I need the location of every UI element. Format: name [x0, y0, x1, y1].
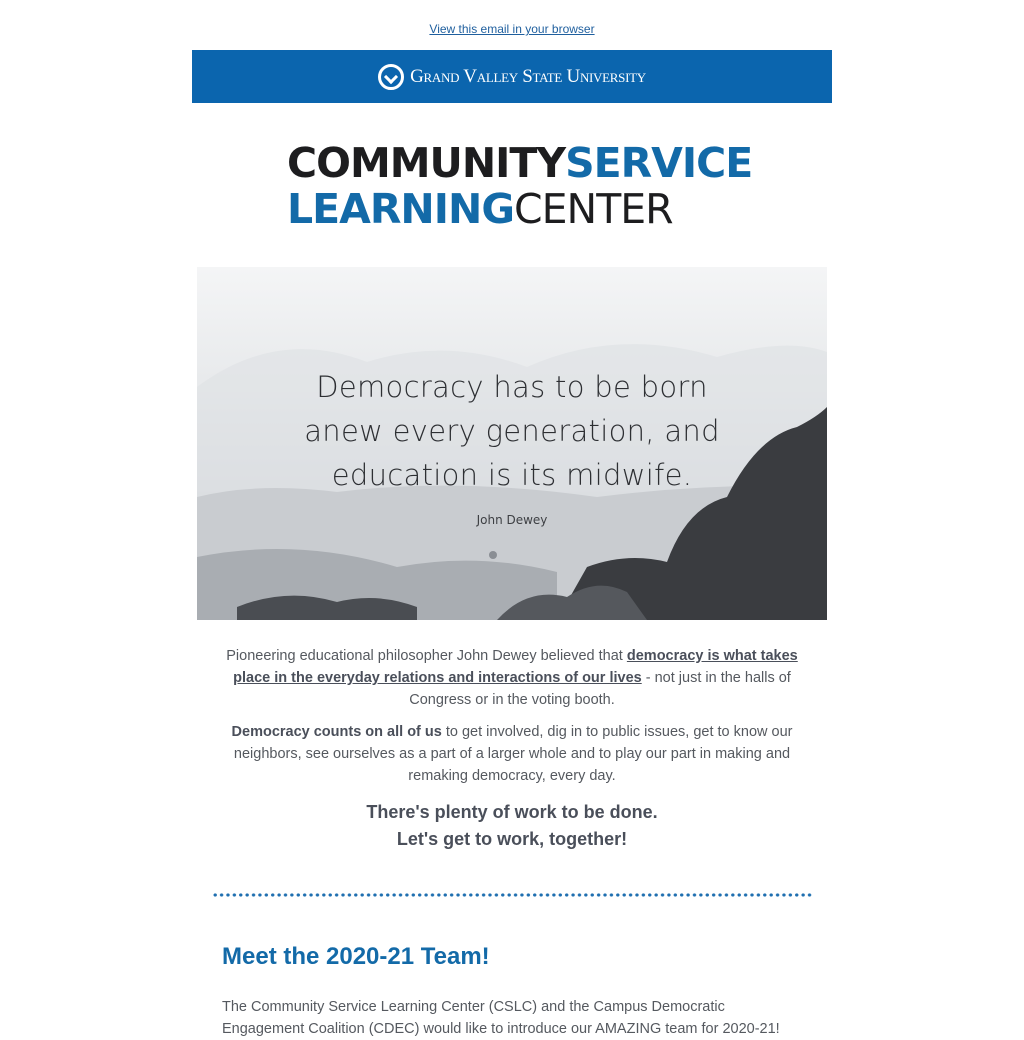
quote-text — [197, 365, 827, 497]
intro-paragraph-2 — [222, 721, 802, 787]
team-intro-text: The Community Service Learning Center (CSLC) and the Campus Democratic Engagement Coalition (CDEC) would like to introduce our AMAZING team for 2020-21! — [222, 999, 780, 1037]
democracy-link[interactable]: democracy is what takes place in the everyday relations and interactions of our lives — [233, 648, 798, 686]
quote-line: anew every generation, and — [304, 414, 720, 448]
dotted-divider — [212, 893, 812, 897]
intro-text: Pioneering educational philosopher John Dewey believed that — [226, 648, 627, 664]
cslc-logo-line1 — [287, 139, 753, 187]
watermark-icon — [489, 551, 497, 559]
intro-bold-text: Democracy counts on all of us — [231, 724, 442, 740]
cslc-logo — [287, 139, 753, 233]
intro-text: - not just in the halls of Congress or in the voting booth. — [409, 670, 791, 708]
logo-word-center: CENTER — [513, 185, 673, 233]
gvsu-header-banner[interactable] — [192, 50, 832, 103]
dewey-quote-image — [197, 267, 827, 620]
view-in-browser-link[interactable]: View this email in your browser — [429, 22, 595, 36]
logo-word-community: COMMUNITY — [287, 139, 566, 187]
quote-author: John Dewey — [476, 513, 548, 527]
intro-paragraph-1 — [222, 645, 802, 711]
call-to-action — [222, 799, 802, 853]
gvsu-logo-icon — [378, 64, 404, 90]
quote-line: education is its midwife. — [331, 458, 693, 492]
team-section-heading: Meet the 2020-21 Team! — [222, 943, 490, 970]
intro-text: to get involved, dig in to public issues, get to know our neighbors, see ourselves as a part of a larger whole and to play our part in making and remaking democracy, every day. — [233, 724, 793, 784]
quote-line: Democracy has to be born — [316, 370, 708, 404]
cslc-logo-line2 — [287, 186, 747, 232]
gvsu-wordmark: Grand Valley State University — [410, 65, 646, 87]
logo-word-learning: LEARNING — [287, 185, 514, 233]
cta-line: Let's get to work, together! — [396, 829, 628, 849]
logo-word-service: SERVICE — [565, 139, 753, 187]
cta-line: There's plenty of work to be done. — [366, 802, 658, 822]
view-in-browser-bar — [0, 0, 1024, 50]
